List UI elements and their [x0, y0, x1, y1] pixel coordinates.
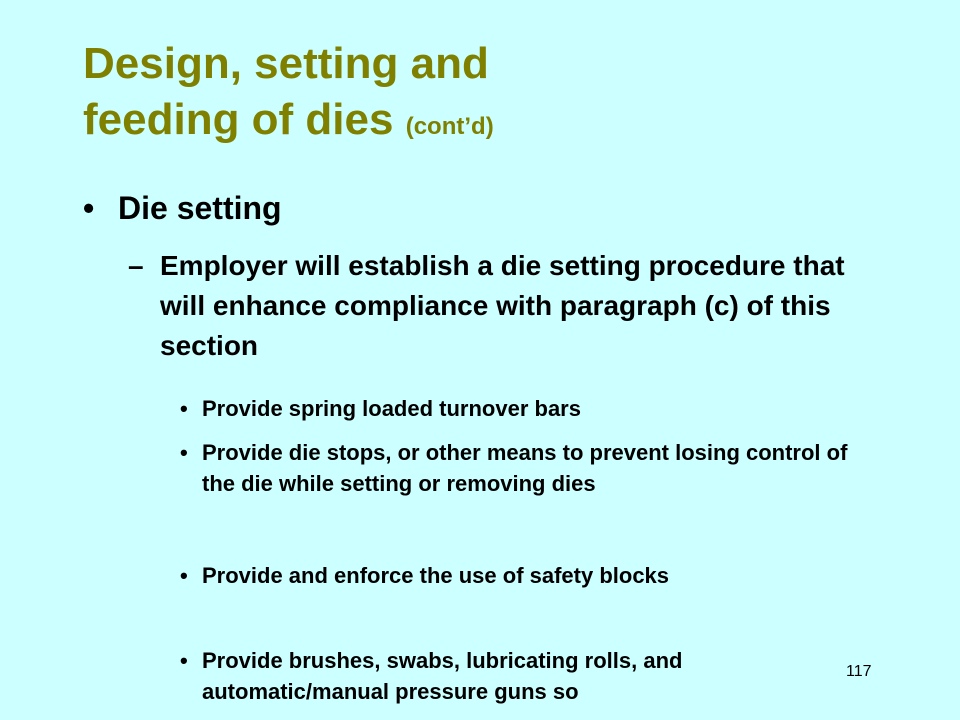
bullet-marker: • [180, 440, 188, 465]
list-item [180, 437, 860, 499]
list-item [180, 560, 860, 591]
list-item-text: Provide die stops, or other means to prevent losing control of the die while setting or removing dies [202, 440, 848, 496]
list-item [180, 645, 860, 707]
sub-bullet-procedure [128, 246, 888, 366]
title-line-1: Design, setting and [83, 39, 489, 88]
sub-bullet-text: Employer will establish a die setting procedure that will enhance compliance with paragraph (c) of this section [160, 250, 845, 361]
title-line-2: feeding of dies [83, 95, 394, 144]
list-item-text: Provide spring loaded turnover bars [202, 396, 581, 421]
bullet-text: Die setting [118, 190, 282, 226]
list-item-text: Provide brushes, swabs, lubricating rolls, and automatic/manual pressure guns so [202, 648, 683, 704]
title-suffix: (cont’d) [405, 113, 494, 140]
dash-marker: – [128, 250, 144, 281]
bullet-marker: • [180, 563, 188, 588]
list-item-text: Provide and enforce the use of safety blocks [202, 563, 670, 588]
bullet-marker: • [180, 648, 188, 673]
bullet-marker: • [180, 396, 188, 421]
bullet-marker: • [83, 190, 95, 226]
slide-title [83, 36, 494, 155]
page-number: 117 [846, 663, 872, 680]
list-item [180, 393, 860, 424]
